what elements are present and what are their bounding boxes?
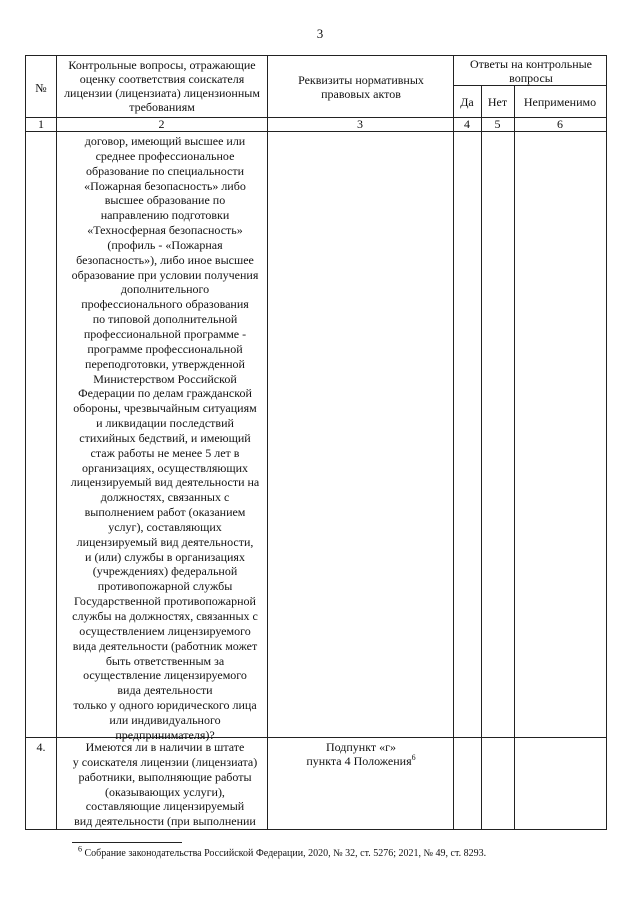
text-line: профессиональной программе - <box>83 326 247 341</box>
text-line: дополнительного <box>120 282 210 297</box>
column-number: 3 <box>357 117 363 131</box>
text-line: программе профессиональной <box>87 341 243 356</box>
col-divider <box>481 85 482 829</box>
text-line: обороны, чрезвычайным ситуациям <box>73 401 257 416</box>
text-line: осуществлением лицензируемого <box>79 623 251 638</box>
text-line: лицензируемый вид деятельности на <box>70 475 260 490</box>
header-num: № <box>35 81 47 95</box>
text-line: Федерации по делам гражданской <box>78 386 252 401</box>
text-line: (профиль - «Пожарная <box>107 237 223 252</box>
text-line: (оказывающих услуги), <box>105 784 225 799</box>
col-divider <box>56 56 57 829</box>
text-line: «Техносферная безопасность» <box>87 223 243 238</box>
text-line: составляющие лицензируемый <box>85 799 245 814</box>
text-line: высшее образование по <box>104 193 226 208</box>
text-line: Государственной противопожарной <box>74 594 256 609</box>
text-line: по типовой дополнительной <box>92 312 238 327</box>
text-line: услуг), составляющих <box>108 519 222 534</box>
text-line: стихийных бедствий, и имеющий <box>79 430 251 445</box>
text-line: и (или) службы в организациях <box>85 549 245 564</box>
text-line: противопожарной службы <box>97 579 233 594</box>
footnote-mark: 6 <box>411 753 416 762</box>
text-line: или индивидуального <box>109 712 221 727</box>
text-line: переподготовки, утвержденной <box>85 356 245 371</box>
footnote-text: Собрание законодательства Российской Федерации, 2020, № 32, ст. 5276; 2021, № 49, ст. 8293. <box>84 848 487 859</box>
column-number: 5 <box>494 117 501 131</box>
text-line: и ликвидации последствий <box>96 416 234 431</box>
question-text-continued <box>62 134 268 743</box>
row-divider <box>453 85 606 86</box>
text-line: быть ответственным за <box>105 653 225 668</box>
text-line: направлению подготовки <box>100 208 230 223</box>
text-line: образование по специальности <box>85 163 245 178</box>
question-text-row-4 <box>62 740 268 829</box>
footnote-mark: 6 <box>78 844 82 854</box>
col-divider <box>453 56 454 829</box>
text-line: у соискателя лицензии (лицензиата) <box>72 754 258 769</box>
text-line: договор, имеющий высшее или <box>84 134 246 148</box>
requisite-text: пункта 4 Положения <box>306 754 412 768</box>
text-line: предпринимателя)? <box>115 727 215 742</box>
text-line: должностях, связанных с <box>100 490 230 505</box>
text-line: стаж работы не менее 5 лет в <box>90 445 240 460</box>
header-not-applicable: Неприменимо <box>523 95 597 109</box>
text-line: лицензируемый вид деятельности, <box>76 534 254 549</box>
text-line: вид деятельности (при выполнении <box>74 814 256 829</box>
text-line: осуществление лицензируемого <box>83 668 247 683</box>
header-questions: Контрольные вопросы, отражающие оценку соответствия соискателя лицензии (лицензиата) лицензионным требованиям <box>64 58 260 114</box>
header-no: Нет <box>487 95 508 109</box>
column-number: 4 <box>464 117 470 131</box>
text-line: профессионального образования <box>81 297 249 312</box>
text-line: службы на должностях, связанных с <box>72 609 258 623</box>
requisite-row-4 <box>272 740 450 768</box>
text-line: (учреждениях) федеральной <box>92 564 238 579</box>
row-divider <box>26 131 606 132</box>
page-number: 3 <box>316 26 324 41</box>
text-line: Министерством Российской <box>93 371 237 386</box>
checklist-table <box>25 55 607 830</box>
text-line: среднее профессиональное <box>95 148 235 163</box>
text-line: «Пожарная безопасность» либо <box>84 178 246 193</box>
header-yes: Да <box>460 95 474 109</box>
column-number: 1 <box>38 117 44 131</box>
text-line: работники, выполняющие работы <box>78 769 252 784</box>
row-number: 4. <box>36 740 46 754</box>
requisite-line <box>272 754 450 768</box>
text-line: вида деятельности (работник может <box>72 638 258 653</box>
column-number: 6 <box>557 117 563 131</box>
requisite-line: Подпункт «г» <box>325 740 397 754</box>
footnote <box>78 844 487 859</box>
text-line: безопасность»), либо иное высшее <box>76 252 254 267</box>
text-line: организациях, осуществляющих <box>81 460 249 475</box>
header-requisites: Реквизиты нормативных правовых актов <box>298 73 424 101</box>
text-line: вида деятельности <box>117 683 213 698</box>
text-line: Имеются ли в наличии в штате <box>85 740 245 754</box>
col-divider <box>514 85 515 829</box>
text-line: только у одного юридического лица <box>73 698 257 713</box>
text-line: выполнением работ (оказанием <box>84 505 246 520</box>
header-answers: Ответы на контрольные вопросы <box>469 57 593 85</box>
column-number: 2 <box>158 117 165 131</box>
text-line: образование при условии получения <box>71 267 259 282</box>
footnote-separator <box>72 842 182 843</box>
